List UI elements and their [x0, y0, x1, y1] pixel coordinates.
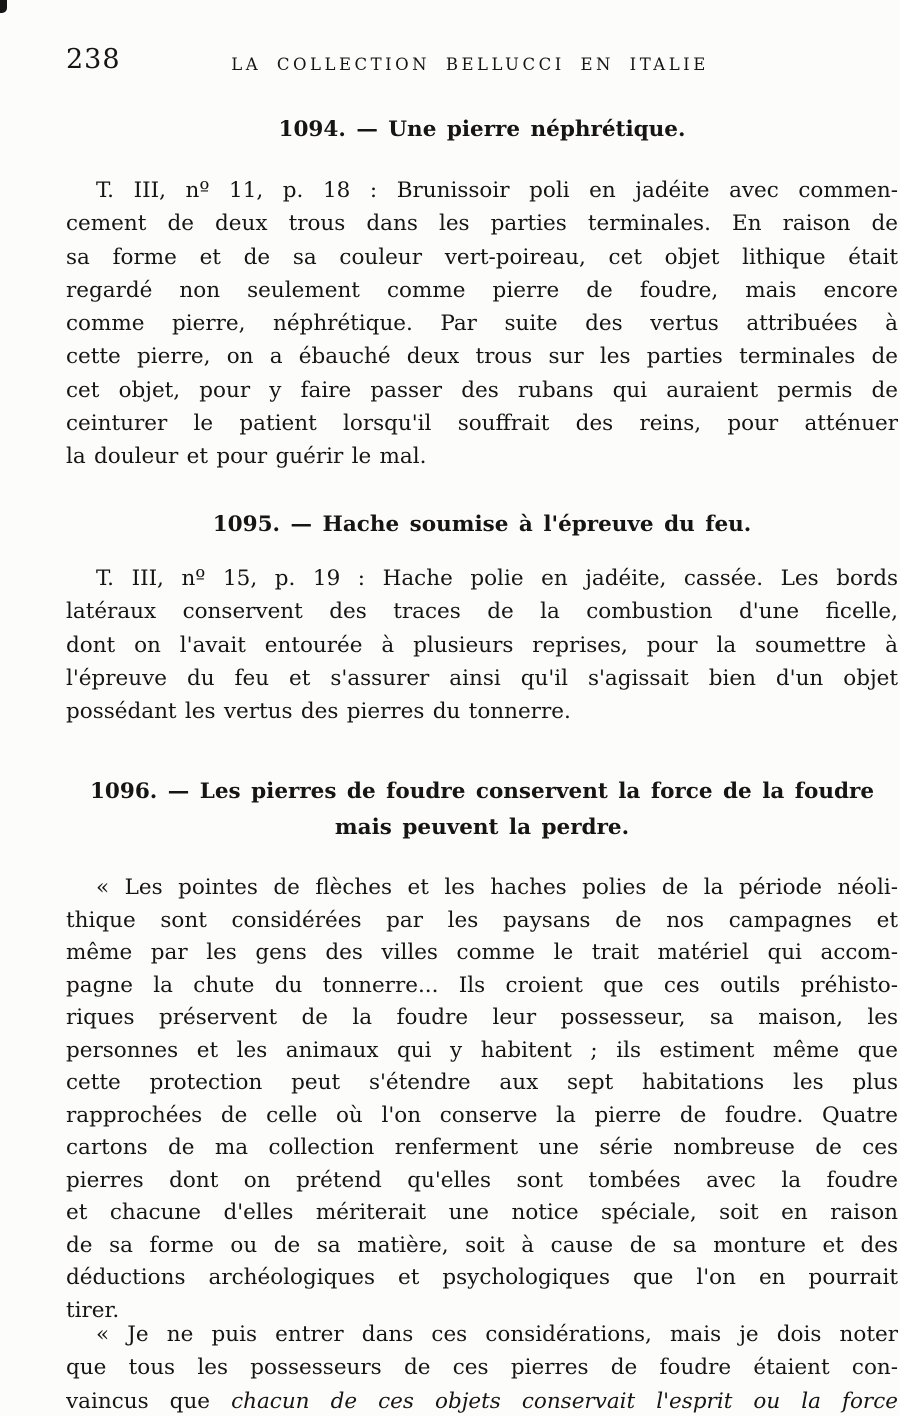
- text-line: cette pierre, on a ébauché deux trous sur les parties terminales de: [66, 344, 898, 370]
- text-line: latéraux conservent des traces de la combustion d'une ficelle,: [66, 599, 898, 625]
- text-line: T. III, nº 11, p. 18 : Brunissoir poli en jadéite avec commen-: [96, 178, 898, 203]
- scan-artifact: [0, 0, 7, 13]
- text-line: possédant les vertus des pierres du tonnerre.: [66, 699, 571, 725]
- text-line: comme pierre, néphrétique. Par suite des vertus attribuées à: [66, 311, 898, 337]
- text-line: tirer.: [66, 1297, 120, 1323]
- text-line: dont on l'avait entourée à plusieurs reprises, pour la soumettre à: [66, 632, 898, 658]
- text-line: « Je ne puis entrer dans ces considérations, mais je dois noter: [96, 1322, 898, 1347]
- text-line: même par les gens des villes comme le trait matériel qui accom-: [66, 940, 898, 965]
- text-line: que tous les possesseurs de ces pierres de foudre étaient con-: [66, 1355, 898, 1381]
- paragraph-final: [66, 1318, 898, 1416]
- text-line: cette protection peut s'étendre aux sept habitations les plus: [66, 1070, 898, 1095]
- heading-line: 1096. — Les pierres de foudre conservent la force de la foudre: [89, 779, 875, 804]
- text-line: cartons de ma collection renferment une série nombreuse de ces: [66, 1135, 898, 1160]
- paragraph-1096: [66, 872, 898, 1327]
- text-line: personnes et les animaux qui y habitent ; ils estiment même que: [66, 1037, 898, 1063]
- text-line: ceinturer le patient lorsqu'il souffrait des reins, pour atténuer: [66, 411, 898, 437]
- text-line: la douleur et pour guérir le mal.: [66, 444, 427, 470]
- text-line: thique sont considérées par les paysans de nos campagnes et: [66, 907, 898, 933]
- text-line: sa forme et de sa couleur vert-poireau, cet objet lithique était: [66, 244, 898, 270]
- paragraph-1095: [66, 562, 898, 728]
- section-heading-1094: 1094. — Une pierre néphrétique.: [278, 117, 686, 142]
- text-line: regardé non seulement comme pierre de foudre, mais encore: [66, 277, 898, 303]
- section-heading-1096: [66, 774, 898, 846]
- text-segment-roman: vaincus que: [66, 1388, 232, 1414]
- text-line: l'épreuve du feu et s'assurer ainsi qu'il s'agissait bien d'un objet: [66, 665, 898, 691]
- text-line: déductions archéologiques et psychologiques que l'on en pourrait: [66, 1265, 898, 1290]
- text-line: [66, 1385, 898, 1416]
- text-line: rapprochées de celle où l'on conserve la pierre de foudre. Quatre: [66, 1102, 898, 1128]
- running-head: LA COLLECTION BELLUCCI EN ITALIE: [231, 55, 709, 74]
- text-line: cement de deux trous dans les parties terminales. En raison de: [66, 211, 898, 237]
- text-line: T. III, nº 15, p. 19 : Hache polie en jadéite, cassée. Les bords: [96, 566, 898, 591]
- text-line: de sa forme ou de sa matière, soit à cause de sa monture et des: [66, 1232, 898, 1258]
- text-line: pagne la chute du tonnerre... Ils croient que ces outils préhisto-: [66, 972, 898, 998]
- text-line: cet objet, pour y faire passer des rubans qui auraient permis de: [66, 377, 898, 403]
- text-line: « Les pointes de flèches et les haches polies de la période néoli-: [96, 875, 898, 900]
- page-number: 238: [66, 44, 121, 75]
- text-line: et chacune d'elles mériterait une notice spéciale, soit en raison: [66, 1200, 898, 1225]
- text-line: pierres dont on prétend qu'elles sont tombées avec la foudre: [66, 1167, 898, 1193]
- text-line: riques préservent de la foudre leur possesseur, sa maison, les: [66, 1005, 898, 1030]
- heading-line: mais peuvent la perdre.: [334, 815, 630, 840]
- section-heading-1095: 1095. — Hache soumise à l'épreuve du feu.: [212, 512, 752, 537]
- paragraph-1094: [66, 174, 898, 474]
- text-segment-italic: chacun de ces objets conservait l'esprit ou la force: [231, 1388, 898, 1414]
